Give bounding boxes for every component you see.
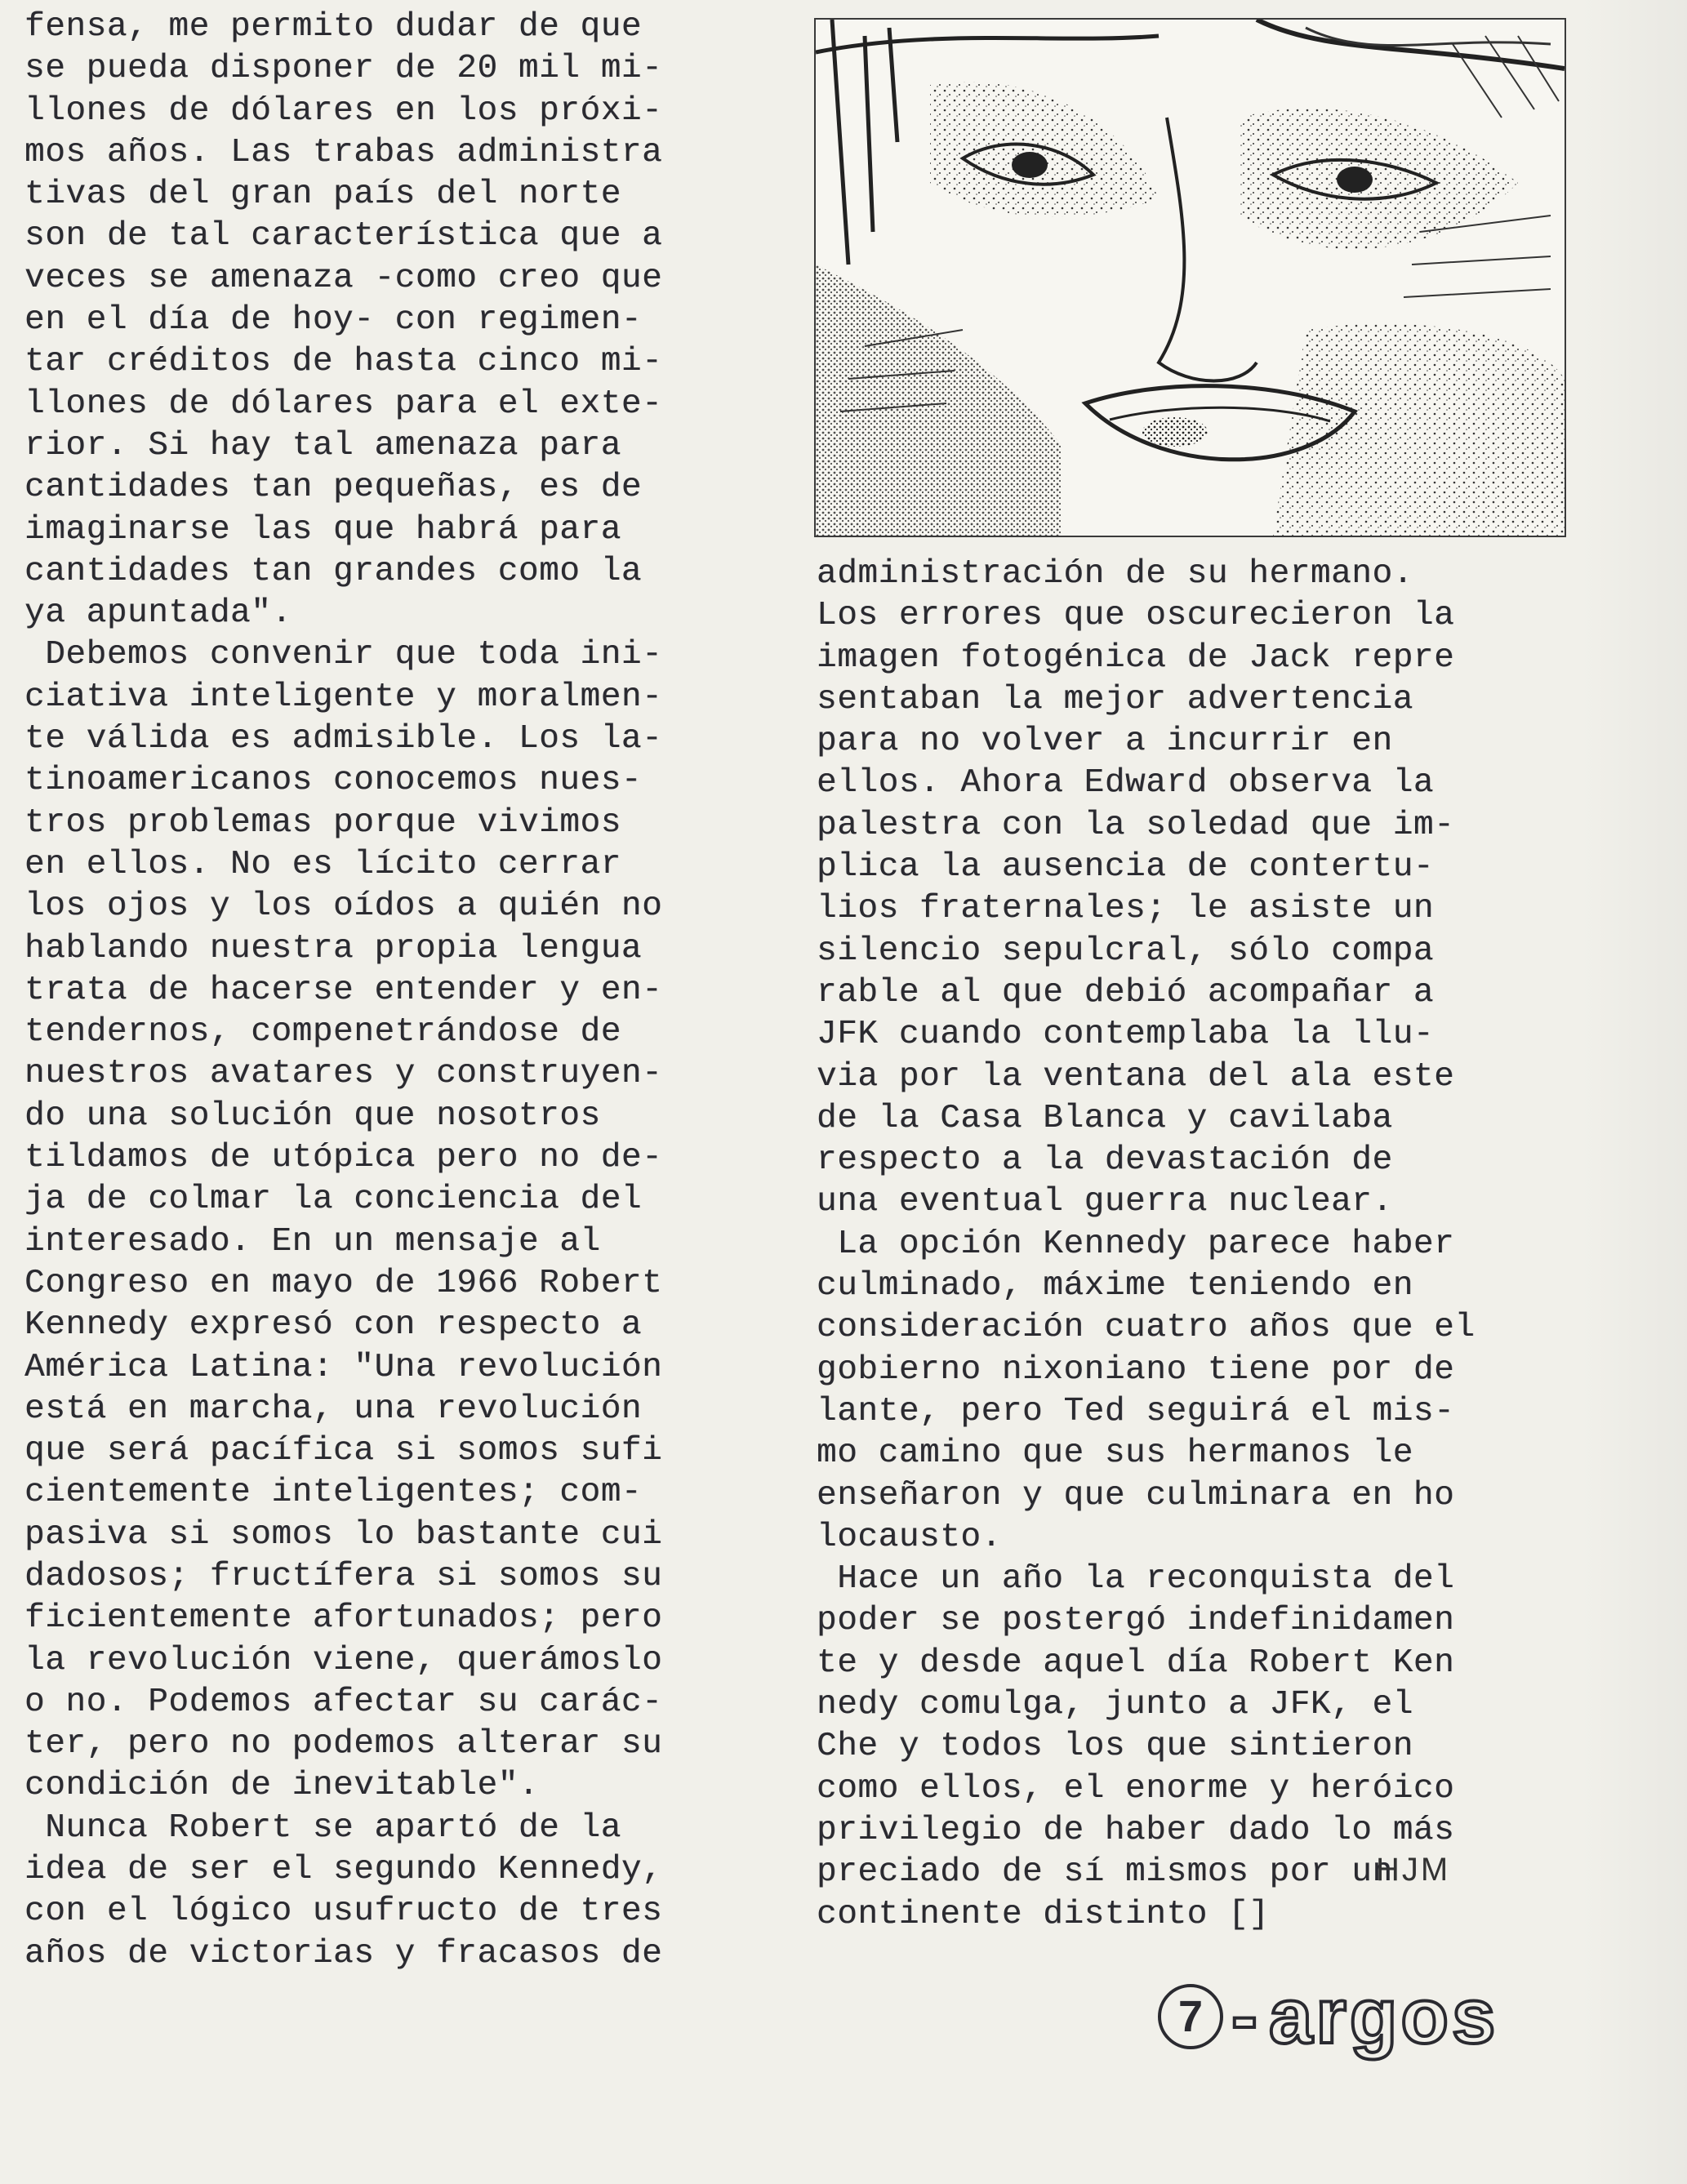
text-line: plica la ausencia de contertu- (817, 848, 1435, 887)
text-line: privilegio de haber dado lo más (817, 1811, 1455, 1849)
text-line: que será pacífica si somos sufi (24, 1432, 663, 1470)
text-line: culminado, máxime teniendo en (817, 1267, 1413, 1306)
text-line: pasiva si somos lo bastante cui (24, 1515, 663, 1554)
portrait-drawing (816, 20, 1565, 536)
text-line: interesado. En un mensaje al (24, 1222, 601, 1261)
text-line: La opción Kennedy parece haber (817, 1225, 1455, 1263)
text-line: poder se postergó indefinidamen (817, 1602, 1455, 1640)
text-line: veces se amenaza -como creo que (24, 259, 663, 297)
text-line: tar créditos de hasta cinco mi- (24, 343, 663, 381)
text-line: tros problemas porque vivimos (24, 803, 621, 842)
text-line: cantidades tan grandes como la (24, 552, 643, 590)
text-line: do una solución que nosotros (24, 1096, 601, 1135)
text-line: lante, pero Ted seguirá el mis- (817, 1392, 1455, 1430)
right-column (817, 554, 1568, 1936)
text-line: la revolución viene, querámoslo (24, 1641, 663, 1679)
text-line: o no. Podemos afectar su carác- (24, 1683, 663, 1721)
text-line: ficientemente afortunados; pero (24, 1599, 663, 1638)
text-line: Nunca Robert se apartó de la (24, 1808, 621, 1847)
text-line: tildamos de utópica pero no de- (24, 1139, 663, 1177)
text-line: respecto a la devastación de (817, 1141, 1393, 1180)
text-line: JFK cuando contemplaba la llu- (817, 1016, 1435, 1054)
author-signature: HJM (1376, 1852, 1451, 1888)
text-line: condición de inevitable". (24, 1767, 540, 1805)
text-line: ter, pero no podemos alterar su (24, 1725, 663, 1764)
text-line: llones de dólares en los próxi- (24, 91, 663, 130)
text-line: lios fraternales; le asiste un (817, 890, 1435, 928)
text-line: está en marcha, una revolución (24, 1390, 643, 1428)
text-line: en ellos. No es lícito cerrar (24, 845, 621, 883)
text-line: hablando nuestra propia lengua (24, 929, 643, 967)
text-line: palestra con la soledad que im- (817, 806, 1455, 844)
text-line: llones de dólares para el exte- (24, 385, 663, 423)
text-line: te y desde aquel día Robert Ken (817, 1644, 1455, 1682)
text-line: Los errores que oscurecieron la (817, 597, 1455, 635)
text-line: continente distinto [] (817, 1895, 1270, 1933)
text-line: Hace un año la reconquista del (817, 1560, 1455, 1599)
text-line: cantidades tan pequeñas, es de (24, 469, 643, 507)
text-line: años de victorias y fracasos de (24, 1934, 663, 1973)
text-line: rable al que debió acompañar a (817, 973, 1435, 1012)
page-edge-shadow (1581, 0, 1687, 2184)
text-line: Kennedy expresó con respecto a (24, 1306, 643, 1345)
text-line: son de tal característica que a (24, 217, 663, 256)
text-line: mos años. Las trabas administra (24, 133, 663, 171)
text-line: enseñaron y que culminara en ho (817, 1476, 1455, 1515)
text-line: de la Casa Blanca y cavilaba (817, 1099, 1393, 1137)
text-line: trata de hacerse entender y en- (24, 971, 663, 1009)
text-line: cientemente inteligentes; com- (24, 1474, 643, 1512)
portrait-illustration (814, 18, 1566, 537)
publication-logo: argos (1268, 1973, 1499, 2060)
text-line: ellos. Ahora Edward observa la (817, 764, 1435, 803)
page-number: 7 (1158, 1984, 1223, 2049)
footer-separator: - (1231, 1973, 1261, 2060)
text-line: imagen fotogénica de Jack repre (817, 638, 1455, 677)
text-line: fensa, me permito dudar de que (24, 8, 643, 46)
page-footer (1158, 1972, 1498, 2062)
text-line: Congreso en mayo de 1966 Robert (24, 1264, 663, 1302)
text-line: para no volver a incurrir en (817, 723, 1393, 761)
text-line: locausto. (817, 1518, 1002, 1556)
text-line: te válida es admisible. Los la- (24, 720, 663, 758)
text-line: Che y todos los que sintieron (817, 1728, 1413, 1766)
text-line: como ellos, el enorme y heróico (817, 1769, 1455, 1808)
text-line: rior. Si hay tal amenaza para (24, 426, 621, 465)
text-line: via por la ventana del ala este (817, 1057, 1455, 1096)
text-line: en el día de hoy- con regimen- (24, 301, 643, 340)
text-line: dadosos; fructífera si somos su (24, 1557, 663, 1595)
text-line: tivas del gran país del norte (24, 176, 621, 214)
text-line: con el lógico usufructo de tres (24, 1893, 663, 1931)
text-line: consideración cuatro años que el (817, 1309, 1476, 1347)
text-line: preciado de sí mismos por un (817, 1853, 1393, 1892)
text-line: nuestros avatares y construyen- (24, 1055, 663, 1093)
text-line: gobierno nixoniano tiene por de (817, 1350, 1455, 1389)
text-line: administración de su hermano. (817, 555, 1413, 593)
text-line: idea de ser el segundo Kennedy, (24, 1851, 663, 1889)
text-line: se pueda disponer de 20 mil mi- (24, 50, 663, 88)
text-line: silencio sepulcral, sólo compa (817, 932, 1435, 970)
text-line: ja de colmar la conciencia del (24, 1181, 643, 1219)
text-line: tendernos, compenetrándose de (24, 1013, 621, 1052)
text-line: mo camino que sus hermanos le (817, 1435, 1413, 1473)
left-column (24, 7, 784, 1975)
text-line: tinoamericanos conocemos nues- (24, 762, 643, 800)
text-line: sentaban la mejor advertencia (817, 680, 1413, 718)
text-line: Debemos convenir que toda ini- (24, 636, 663, 674)
text-line: ciativa inteligente y moralmen- (24, 678, 663, 716)
text-line: imaginarse las que habrá para (24, 510, 621, 549)
text-line: nedy comulga, junto a JFK, el (817, 1686, 1413, 1724)
text-line: una eventual guerra nuclear. (817, 1183, 1393, 1221)
text-line: ya apuntada". (24, 594, 292, 633)
text-line: América Latina: "Una revolución (24, 1348, 663, 1386)
text-line: los ojos y los oídos a quién no (24, 887, 663, 926)
